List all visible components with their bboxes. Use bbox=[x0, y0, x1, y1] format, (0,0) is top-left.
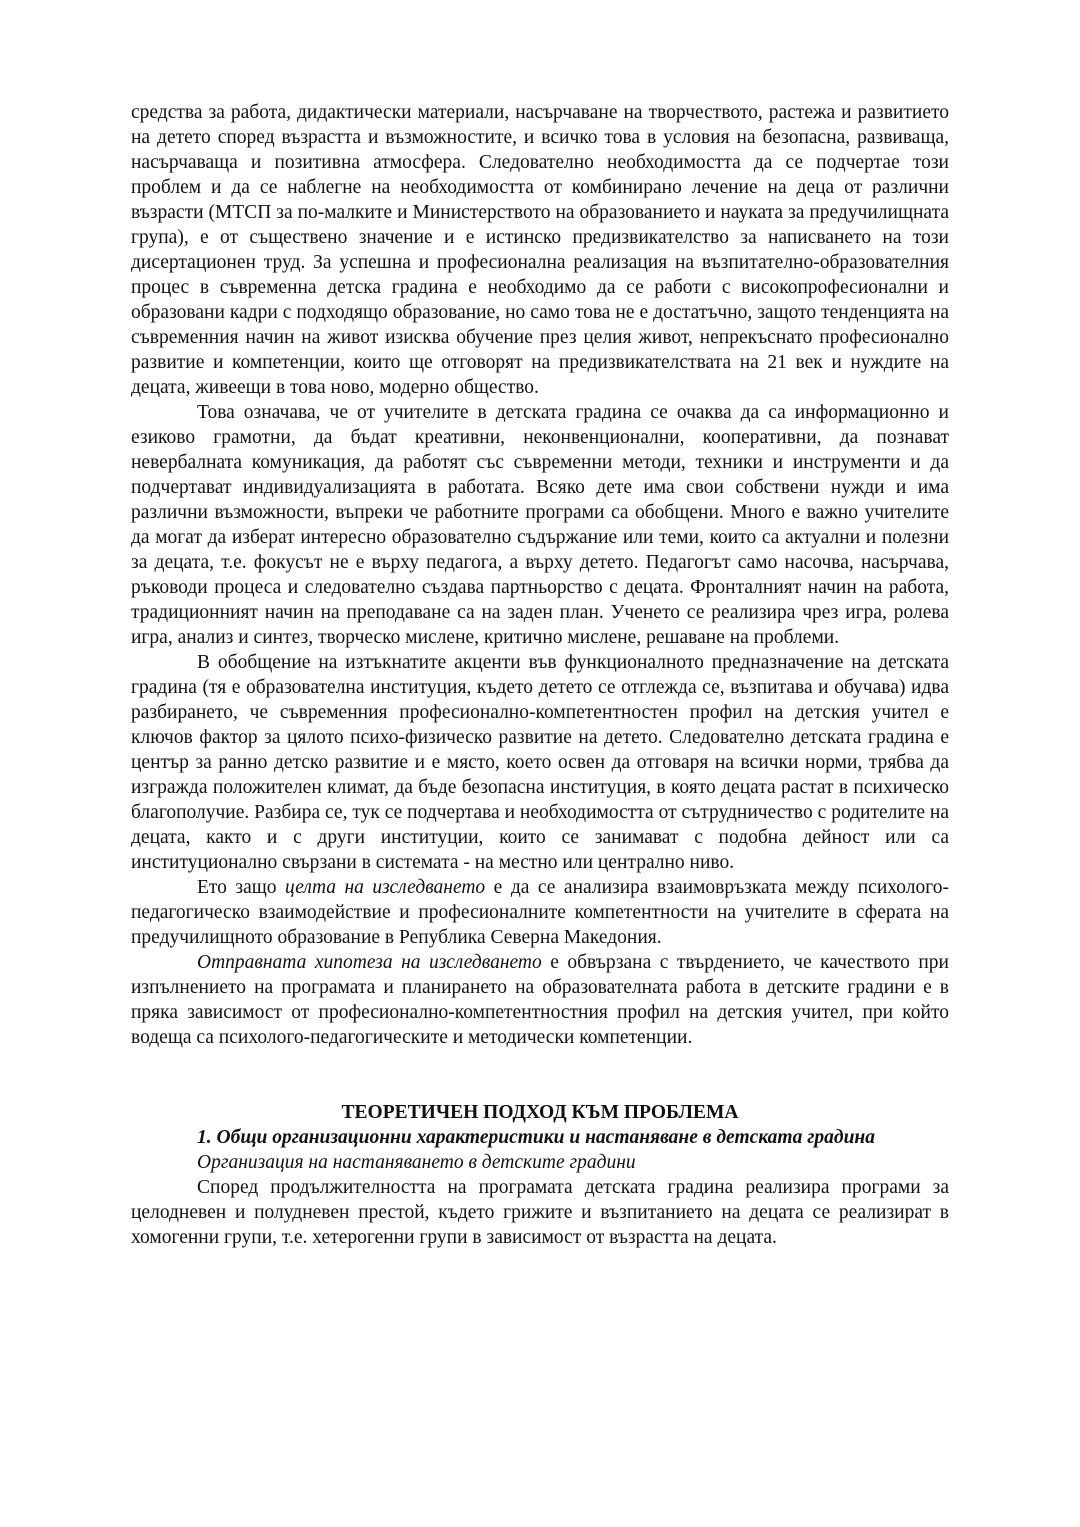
document-page bbox=[131, 100, 949, 1250]
paragraph-teacher-expectations: Това означава, че от учителите в детската градина се очаква да са информационно и езиково грамотни, да бъдат креативни, неконвенционални, кооперативни, да познават невербалната комуникация, да работят със съвременни методи, техники и инструменти и да подчертават индивидуализацията в работата. Всяко дете има свои собствени нужди и има различни възможности, въпреки че работните програми са обобщени. Много е важно учителите да могат да изберат интересно образователно съдържание или теми, които са актуални и полезни за децата, т.е. фокусът не е върху педагога, а върху детето. Педагогът само насочва, насърчава, ръководи процеса и следователно създава партньорство с децата. Фронталният начин на работа, традиционният начин на преподаване са на заден план. Ученето се реализира чрез игра, ролева игра, анализ и синтез, творческо мислене, критично мислене, решаване на проблеми. bbox=[131, 402, 949, 648]
paragraph-intro-continuation: средства за работа, дидактически материали, насърчаване на творчеството, растежа и развитието на детето според възрастта и възможностите, и всичко това в условия на безопасна, развиваща, насърчаваща и позитивна атмосфера. Следователно необходимостта да се подчертае този проблем и да се наблегне на необходимостта от комбинирано лечение на деца от различни възрасти (МТСП за по-малките и Министерството на образованието и науката за предучилищната група), е от съществено значение и е истинско предизвикателство за написването на този дисертационен труд. За успешна и професионална реализация на възпитателно-образователния процес в съвременна детска градина е необходимо да се работи с високопрофесионални и образовани кадри с подходящо образование, но само това не е достатъчно, защото тенденцията на съвременния начин на живот изисква обучение през целия живот, непрекъснато професионално развитие и компетенции, които ще отговорят на предизвикателствата на 21 век и нуждите на децата, живеещи в това ново, модерно общество. bbox=[131, 102, 949, 398]
hypothesis-text: е обвързана с твърдението, че качеството при изпълнението на програмата и планирането на образователната работа в детските градини е в пряка зависимост от професионално-компетентностния профил на детския учител, при който водеща са психолого-педагогическите и методически компетенции. bbox=[131, 952, 949, 1048]
research-goal-text: е да се анализира взаимовръзката между психолого-педагогическо взаимодействие и професионалните компетентности на учителите в сферата на предучилищното образование в Република Северна Македония. bbox=[131, 877, 949, 948]
hypothesis-term: Отправната хипотеза на изследването bbox=[197, 952, 542, 973]
paragraph-hypothesis bbox=[131, 950, 949, 1050]
section-heading: ТЕОРЕТИЧЕН ПОДХОД КЪМ ПРОБЛЕМА bbox=[341, 1102, 739, 1123]
paragraph-program-duration: Според продължителността на програмата детската градина реализира програми за целодневен и полудневен престой, където грижите и възпитанието на децата се реализират в хомогенни групи, т.е. хетерогенни групи в зависимост от възрастта на децата. bbox=[131, 1177, 949, 1248]
section-subheading: 1. Общи организационни характеристики и настаняване в детската градина bbox=[197, 1127, 876, 1148]
paragraph-summary: В обобщение на изтъкнатите акценти във функционалното предназначение на детската градина (тя е образователна институция, където детето се отглежда се, възпитава и обучава) идва разбирането, че съвременния професионално-компетентностен профил на детския учител е ключов фактор за цялото психо-физическо развитие на детето. Следователно детската градина е център за ранно детско развитие и е място, което освен да отговаря на всички норми, трябва да изгражда положителен климат, да бъде безопасна институция, в която децата растат в психическо благополучие. Разбира се, тук се подчертава и необходимостта от сътрудничество с родителите на децата, както и с други институции, които се занимават с подобна дейност или са институционално свързани в системата - на местно или централно ниво. bbox=[131, 652, 949, 873]
paragraph-research-goal bbox=[131, 875, 949, 950]
section-subsubheading: Организация на настаняването в детските градини bbox=[197, 1152, 636, 1173]
research-goal-term: целта на изследването bbox=[285, 877, 486, 898]
section-spacer bbox=[131, 1050, 949, 1100]
research-goal-lead: Ето защо bbox=[197, 877, 286, 898]
